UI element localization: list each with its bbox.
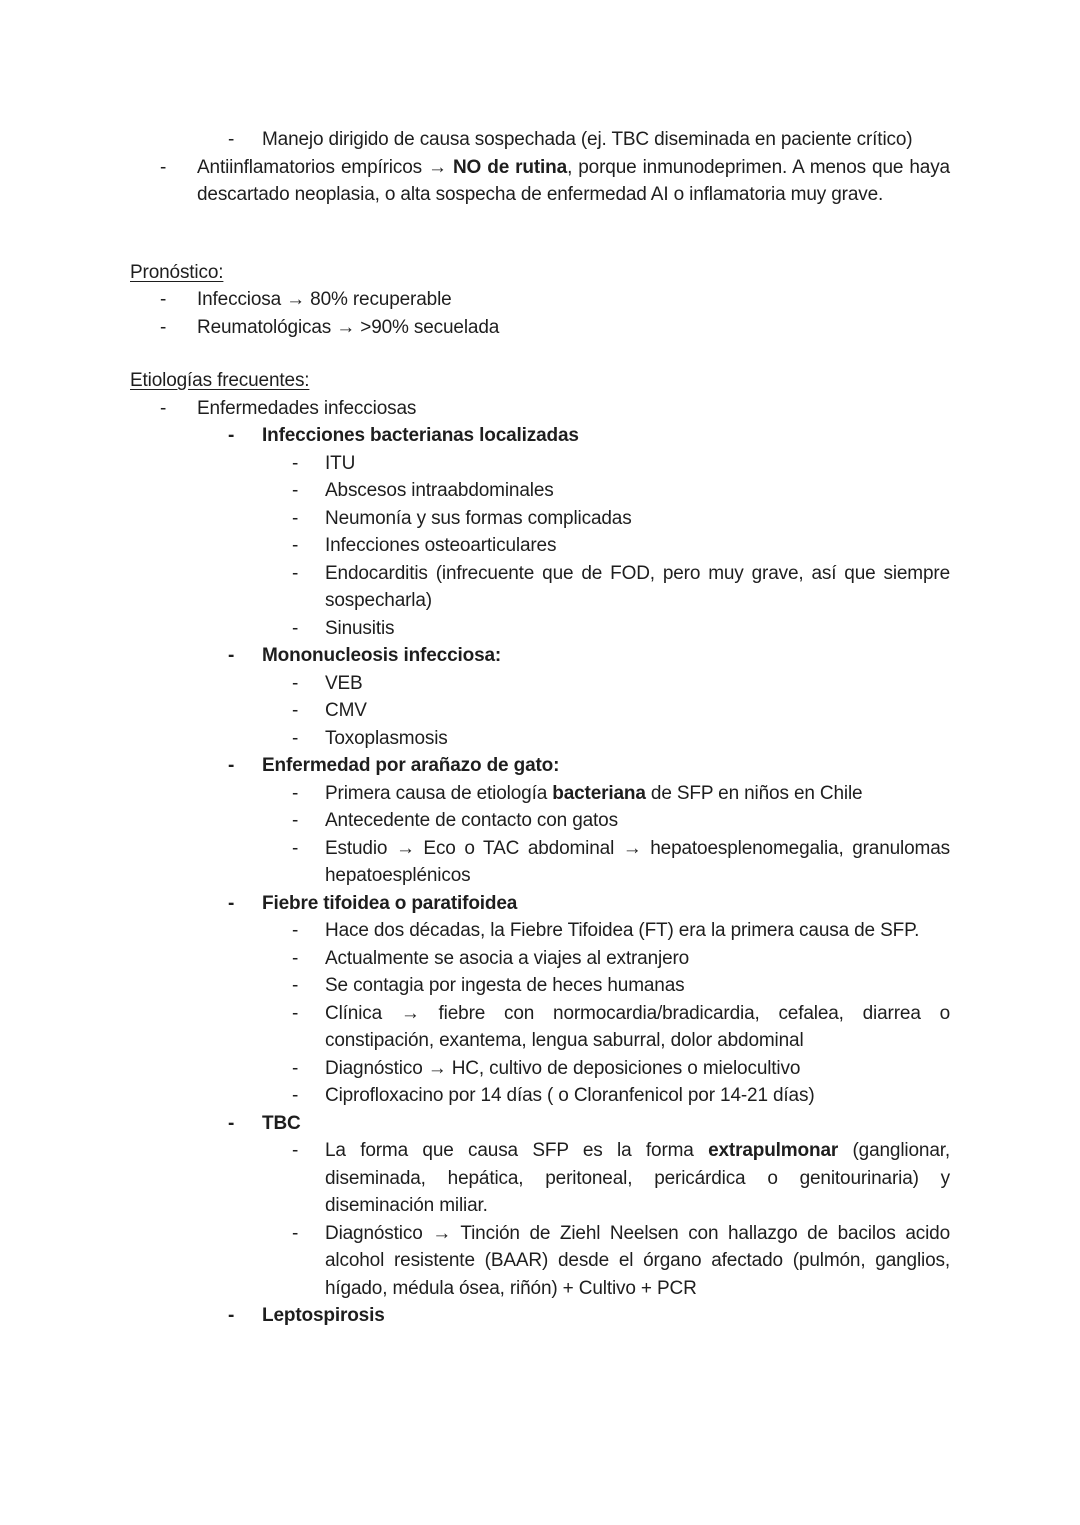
text-run: Fiebre tifoidea o paratifoidea — [262, 892, 518, 914]
item-text — [262, 1302, 950, 1330]
bullet-dash: - — [292, 562, 299, 584]
list-item — [130, 807, 950, 835]
document-content — [130, 126, 950, 1330]
list-item — [130, 642, 950, 670]
item-text — [325, 835, 950, 890]
item-text — [325, 615, 950, 643]
list-item — [130, 890, 950, 918]
bullet-dash: - — [292, 1140, 299, 1161]
text-run: NO de rutina — [452, 156, 568, 178]
text-run: Diagnóstico → Tinción de Ziehl Neelsen con hallazgo de bacilos acido alcohol resistente (BAAR) desde el órgano afectado (pulmón, ganglios, hígado, médula ósea, riñón) + Cultivo + PCR — [325, 1222, 950, 1299]
bullet-dash: - — [292, 480, 299, 501]
list-item — [130, 532, 950, 560]
text-run: (ganglionar, diseminada, hepática, peritoneal, pericárdica o genitourinaria) y diseminación miliar. — [325, 1140, 950, 1216]
text-run: Abscesos intraabdominales — [325, 480, 554, 501]
list-item — [130, 1302, 950, 1330]
bullet-dash: - — [292, 672, 299, 694]
item-text — [325, 1000, 950, 1055]
item-text — [262, 422, 950, 450]
bullet-dash: - — [292, 782, 299, 804]
text-run: Leptospirosis — [262, 1305, 385, 1326]
bullet-dash: - — [160, 397, 167, 419]
item-text — [262, 126, 950, 154]
text-run: Manejo dirigido de causa sospechada (ej. TBC diseminada en paciente crítico) — [262, 129, 913, 150]
text-run: Clínica → fiebre con normocardia/bradicardia, cefalea, diarrea o constipación, exantema, lengua saburral, dolor abdominal — [325, 1002, 950, 1051]
heading-text — [130, 259, 950, 287]
text-run: TBC — [262, 1112, 301, 1134]
text-run: Infecciones osteoarticulares — [325, 535, 557, 556]
item-text — [325, 477, 950, 505]
item-text — [197, 395, 950, 423]
item-text — [325, 780, 950, 808]
list-item — [130, 314, 950, 342]
list-item — [130, 917, 950, 945]
text-run: Hace dos décadas, la Fiebre Tifoidea (FT) era la primera causa de SFP. — [325, 920, 920, 941]
heading-text — [130, 367, 950, 395]
text-run: Antecedente de contacto con gatos — [325, 810, 618, 831]
item-text — [262, 1110, 950, 1138]
bullet-dash: - — [160, 289, 167, 310]
list-item — [130, 697, 950, 725]
text-run: CMV — [325, 700, 367, 721]
text-run: Neumonía y sus formas complicadas — [325, 507, 632, 529]
bullet-dash: - — [228, 892, 235, 914]
text-run: Mononucleosis infecciosa: — [262, 645, 502, 666]
bullet-dash: - — [292, 1085, 299, 1106]
bullet-dash: - — [228, 425, 235, 446]
item-text — [325, 972, 950, 1000]
text-run: Diagnóstico → HC, cultivo de deposiciones o mielocultivo — [325, 1057, 801, 1079]
bullet-dash: - — [292, 920, 299, 941]
text-run: Primera causa de etiología — [325, 782, 553, 804]
bullet-dash: - — [228, 1112, 235, 1134]
bullet-dash: - — [228, 1305, 235, 1326]
text-run: Estudio → Eco o TAC abdominal → hepatoesplenomegalia, granulomas hepatoesplénicos — [325, 837, 950, 886]
bullet-dash: - — [292, 452, 299, 474]
bullet-dash: - — [292, 975, 299, 996]
text-run: ITU — [325, 452, 356, 474]
list-item — [130, 477, 950, 505]
list-item — [130, 422, 950, 450]
list-item — [130, 670, 950, 698]
item-text — [325, 450, 950, 478]
bullet-dash: - — [160, 316, 167, 338]
text-run: VEB — [325, 672, 363, 694]
list-item — [130, 752, 950, 780]
text-run: de SFP en niños en Chile — [645, 782, 863, 804]
item-text — [325, 560, 950, 615]
text-run: Etiologías frecuentes: — [130, 370, 310, 391]
text-run: Se contagia por ingesta de heces humanas — [325, 975, 685, 996]
bullet-dash: - — [292, 617, 299, 639]
bullet-dash: - — [292, 700, 299, 721]
text-run: extrapulmonar — [708, 1140, 839, 1161]
item-text — [325, 725, 950, 753]
text-run: bacteriana — [552, 782, 646, 804]
bullet-dash: - — [292, 727, 299, 749]
bullet-dash: - — [292, 535, 299, 556]
list-item — [130, 1110, 950, 1138]
bullet-dash: - — [292, 1002, 299, 1024]
text-run: Sinusitis — [325, 617, 395, 639]
list-item — [130, 154, 950, 209]
bullet-dash: - — [292, 947, 299, 969]
item-text — [325, 807, 950, 835]
item-text — [325, 532, 950, 560]
bullet-dash: - — [292, 810, 299, 831]
bullet-dash: - — [292, 837, 299, 859]
item-text — [325, 1055, 950, 1083]
list-item — [130, 945, 950, 973]
list-item — [130, 725, 950, 753]
text-run: Ciprofloxacino por 14 días ( o Cloranfenicol por 14-21 días) — [325, 1085, 815, 1106]
item-text — [262, 752, 950, 780]
item-text — [325, 505, 950, 533]
text-run: Endocarditis (infrecuente que de FOD, pero muy grave, así que siempre sospecharla) — [325, 562, 950, 611]
item-text — [262, 890, 950, 918]
list-item — [130, 286, 950, 314]
bullet-dash: - — [292, 1057, 299, 1079]
item-text — [197, 314, 950, 342]
bullet-dash: - — [228, 755, 235, 776]
list-item — [130, 615, 950, 643]
list-item — [130, 1082, 950, 1110]
text-run: , porque inmunodeprimen. A menos que haya descartado neoplasia, o alta sospecha de enfermedad AI o inflamatoria muy grave. — [197, 156, 950, 205]
text-run: Reumatológicas → >90% secuelada — [197, 316, 500, 338]
list-item — [130, 1000, 950, 1055]
text-run: Enfermedades infecciosas — [197, 397, 417, 419]
item-text — [325, 1082, 950, 1110]
list-item — [130, 505, 950, 533]
text-run: Pronóstico: — [130, 261, 224, 283]
text-run: Actualmente se asocia a viajes al extranjero — [325, 947, 690, 969]
text-run: La forma que causa SFP es la forma — [325, 1140, 709, 1161]
text-run: Infecciosa → 80% recuperable — [197, 289, 452, 310]
item-text — [325, 1137, 950, 1220]
list-item — [130, 126, 950, 154]
list-item — [130, 972, 950, 1000]
bullet-dash: - — [160, 156, 167, 178]
text-run: Infecciones bacterianas localizadas — [262, 425, 579, 446]
list-item — [130, 1137, 950, 1220]
item-text — [325, 670, 950, 698]
list-item — [130, 395, 950, 423]
bullet-dash: - — [292, 1222, 299, 1244]
item-text — [197, 154, 950, 209]
list-item — [130, 450, 950, 478]
list-item — [130, 1055, 950, 1083]
list-item — [130, 780, 950, 808]
text-run: Antiinflamatorios empíricos → — [197, 156, 453, 178]
item-text — [325, 945, 950, 973]
list-item — [130, 1220, 950, 1303]
item-text — [325, 1220, 950, 1303]
item-text — [197, 286, 950, 314]
item-text — [325, 917, 950, 945]
list-item — [130, 560, 950, 615]
item-text — [325, 697, 950, 725]
bullet-dash: - — [292, 507, 299, 529]
text-run: Toxoplasmosis — [325, 727, 448, 749]
item-text — [262, 642, 950, 670]
section-heading — [130, 367, 950, 395]
text-run: Enfermedad por arañazo de gato: — [262, 755, 560, 776]
bullet-dash: - — [228, 645, 235, 666]
section-heading — [130, 259, 950, 287]
bullet-dash: - — [228, 129, 235, 150]
list-item — [130, 835, 950, 890]
